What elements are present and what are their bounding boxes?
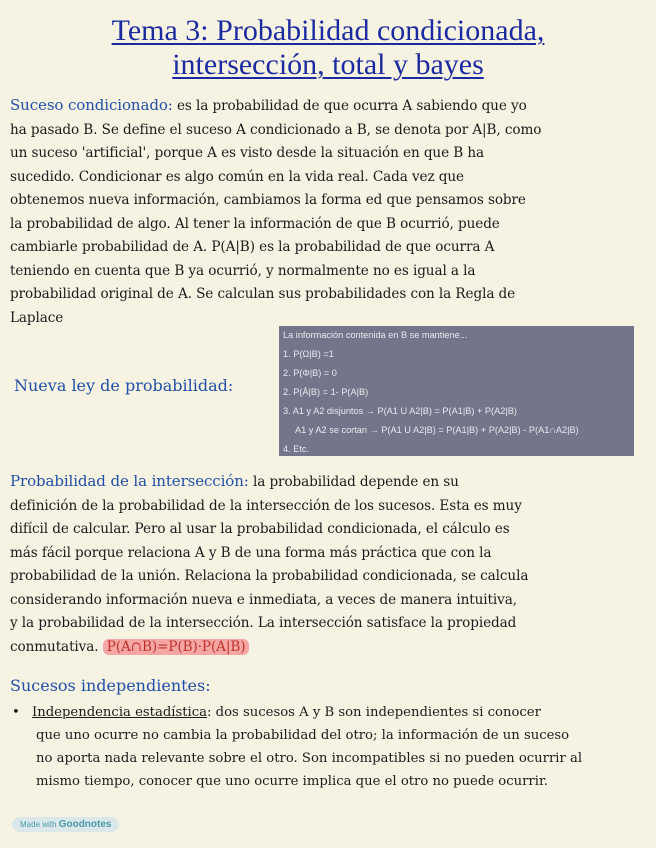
interseccion-line: y la probabilidad de la intersección. La intersección satisface la propiedad	[10, 615, 517, 631]
independencia-term: Independencia estadística	[32, 705, 208, 720]
bullet-line: que uno ocurre no cambia la probabilidad del otro; la información de un suceso	[36, 728, 570, 743]
box-line: 2. P(Φ|B) = 0	[283, 368, 337, 378]
nueva-ley-heading: Nueva ley de probabilidad:	[14, 376, 234, 395]
suceso-line: obtenemos nueva información, cambiamos la forma ed que pensamos sobre	[10, 192, 526, 208]
bullet-line: mismo tiempo, conocer que uno ocurre implica que el otro no puede ocurrir.	[36, 774, 548, 789]
badge-brand: Goodnotes	[58, 819, 112, 830]
suceso-line: la probabilidad de algo. Al tener la información de que B ocurrió, puede	[10, 215, 500, 232]
goodnotes-badge	[12, 817, 119, 832]
badge-prefix: Made with	[20, 820, 57, 829]
interseccion-line: probabilidad de la unión. Relaciona la probabilidad condicionada, se calcula	[10, 568, 529, 584]
title-line-1: Tema 3: Probabilidad condicionada,	[111, 14, 545, 47]
box-line: 4. Etc.	[283, 444, 310, 454]
interseccion-line-1-text: la probabilidad depende en su	[248, 474, 459, 490]
interseccion-last-text: conmutativa.	[10, 638, 99, 655]
bullet-dot: •	[12, 705, 20, 720]
interseccion-line: difícil de calcular. Pero al usar la probabilidad condicionada, el cálculo es	[10, 521, 510, 537]
suceso-line: Laplace	[10, 309, 64, 326]
bullet-line: no aporta nada relevante sobre el otro. Son incompatibles si no pueden ocurrir al	[36, 751, 583, 766]
suceso-condicionado-paragraph	[10, 94, 646, 330]
interseccion-paragraph	[10, 470, 646, 659]
box-line: La información contenida en B se mantiene...	[283, 330, 468, 340]
interseccion-line: definición de la probabilidad de la intersección de los sucesos. Esta es muy	[10, 497, 522, 514]
suceso-heading: Suceso condicionado:	[10, 96, 173, 114]
suceso-line: sucedido. Condicionar es algo común en la vida real. Cada vez que	[10, 168, 464, 185]
interseccion-line	[10, 470, 646, 495]
suceso-line: probabilidad original de A. Se calculan sus probabilidades con la Regla de	[10, 286, 516, 302]
suceso-line: teniendo en cuenta que B ya ocurrió, y normalmente no es igual a la	[10, 262, 476, 279]
suceso-line: ha pasado B. Se define el suceso A condicionado a B, se denota por A|B, como	[10, 121, 542, 138]
title-line-2: intersección, total y bayes	[172, 48, 484, 81]
page-title	[0, 14, 656, 82]
interseccion-line: más fácil porque relaciona A y B de una forma más práctica que con la	[10, 544, 492, 561]
box-line: 2. P(Ā|B) = 1- P(A|B)	[283, 387, 369, 397]
bullet-line	[12, 701, 646, 724]
independencia-term-rest: : dos sucesos A y B son independientes si conocer	[207, 705, 541, 720]
suceso-line-1-text: es la probabilidad de que ocurra A sabiendo que yo	[172, 98, 527, 114]
interseccion-line	[10, 636, 646, 660]
suceso-line: cambiarle probabilidad de A. P(A|B) es la probabilidad de que ocurra A	[10, 239, 495, 255]
intersection-formula: P(A∩B)=P(B)·P(A|B)	[103, 639, 250, 655]
nueva-ley-box	[279, 326, 634, 456]
box-line: 1. P(Ω|B) =1	[283, 349, 334, 359]
suceso-line	[10, 94, 646, 119]
suceso-line: un suceso 'artificial', porque A es visto desde la situación en que B ha	[10, 145, 485, 161]
interseccion-heading: Probabilidad de la intersección:	[10, 472, 249, 490]
box-line: A1 y A2 se cortan → P(A1 U A2|B) = P(A1|B) + P(A2|B) - P(A1∩A2|B)	[295, 425, 579, 435]
box-line: 3. A1 y A2 disjuntos → P(A1 U A2|B) = P(A1|B) + P(A2|B)	[283, 406, 517, 416]
independientes-heading: Sucesos independientes:	[10, 676, 211, 695]
interseccion-line: considerando información nueva e inmediata, a veces de manera intuitiva,	[10, 591, 517, 608]
independencia-bullet	[12, 701, 646, 793]
